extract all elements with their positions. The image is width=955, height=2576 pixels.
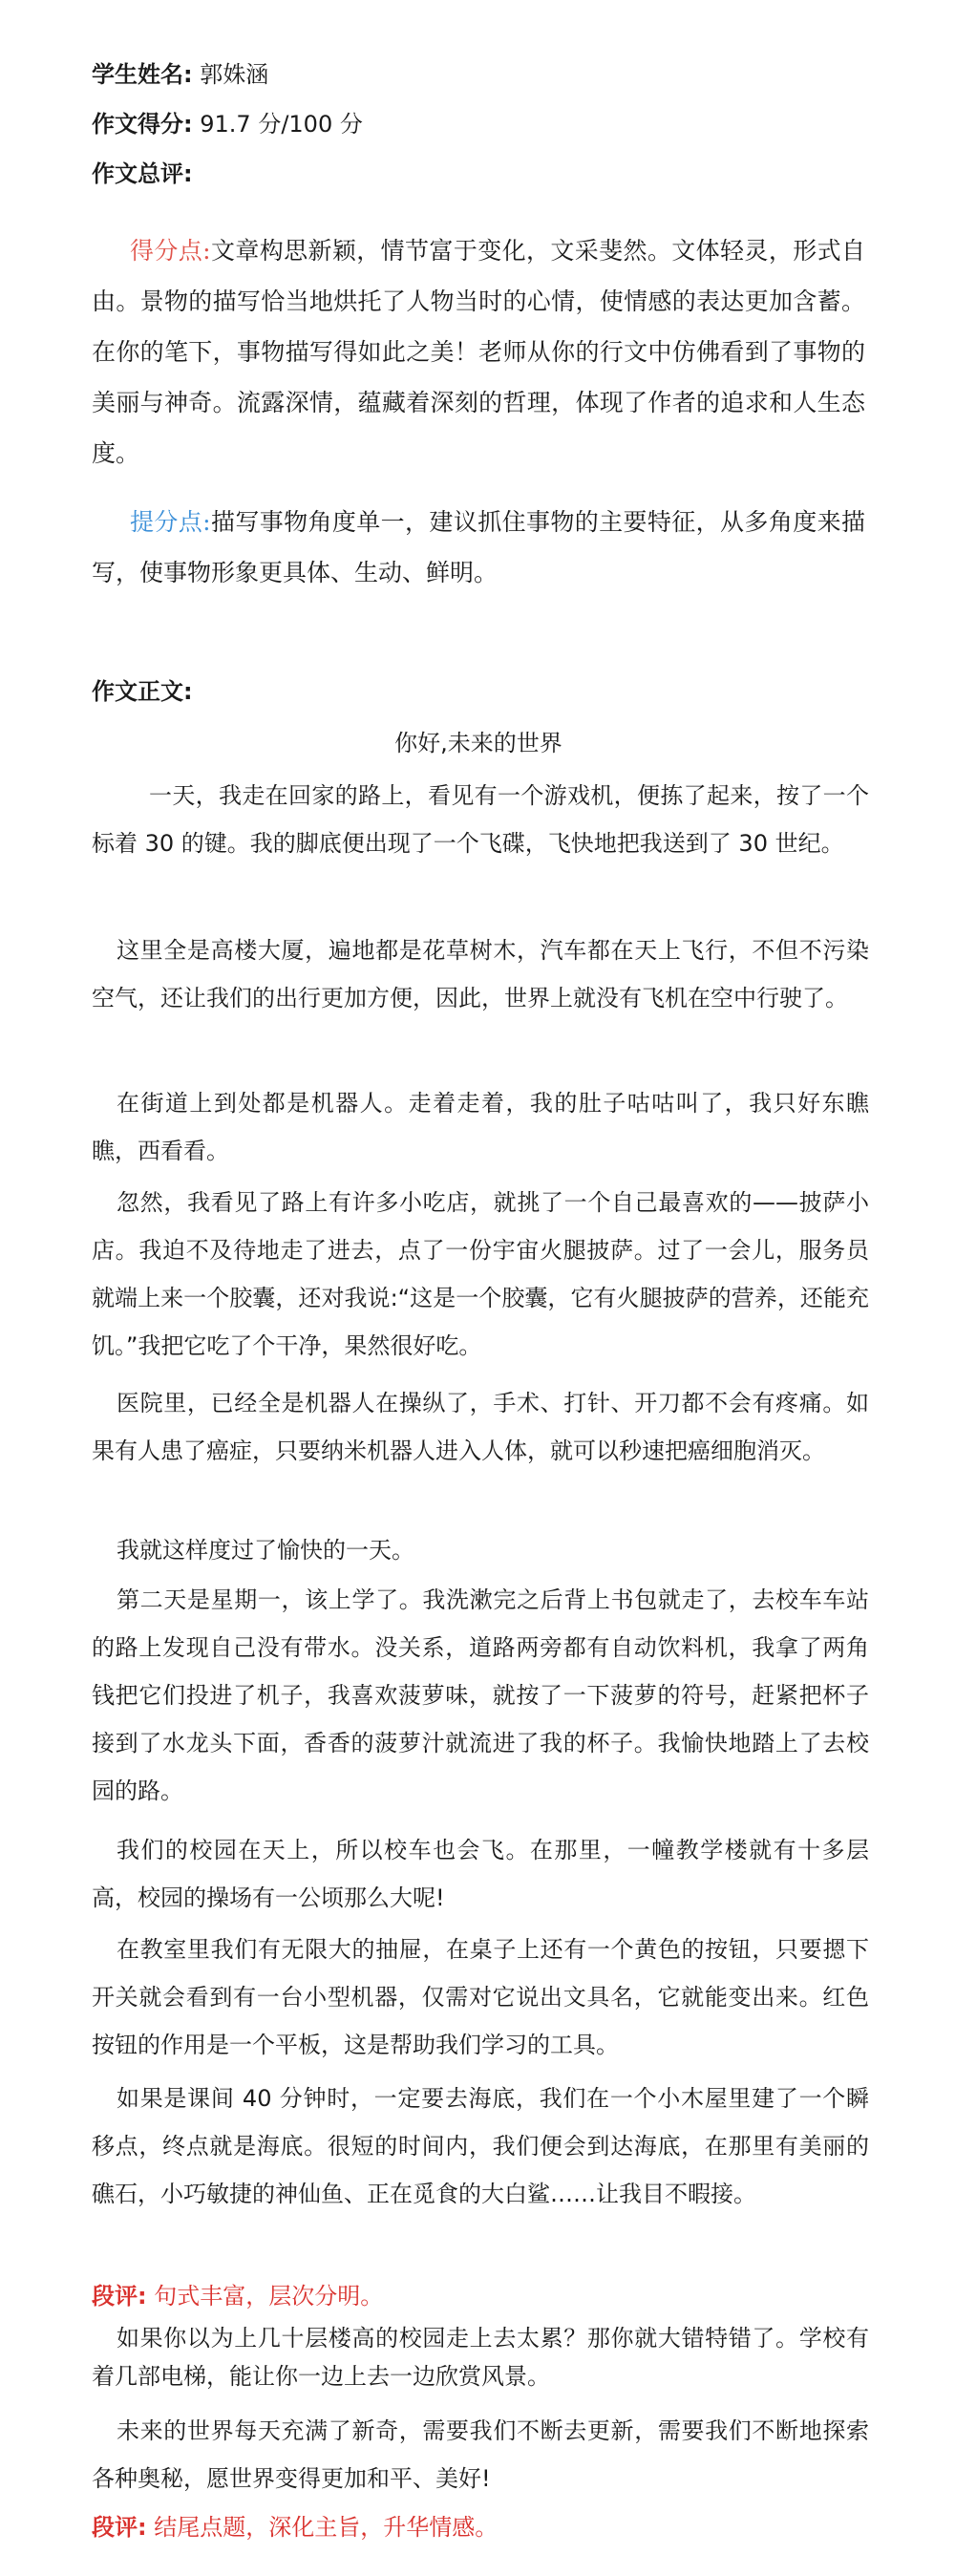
- score-value: 91.7 分/100 分: [200, 111, 363, 138]
- essay-paragraph: 我们的校园在天上，所以校车也会飞。在那里，一幢教学楼就有十多层高，校园的操场有一公顷那么大呢!: [92, 1837, 869, 1911]
- essay-paragraph: 我就这样度过了愉快的一天。: [117, 1537, 414, 1564]
- essay-paragraph: 如果是课间 40 分钟时，一定要去海底，我们在一个小木屋里建了一个瞬移点，终点就是海底。很短的时间内，我们便会到达海底，在那里有美丽的礁石，小巧敏捷的神仙鱼、正在觅食的大白鲨……让我目不暇接。: [92, 2085, 869, 2207]
- strengths-text: 文章构思新颖，情节富于变化，文采斐然。文体轻灵，形式自由。景物的描写恰当地烘托了人物当时的心情，使情感的表达更加含蓄。在你的笔下，事物描写得如此之美！老师从你的行文中仿佛看到了事物的美丽与神奇。流露深情，蕴藏着深刻的哲理，体现了作者的追求和人生态度。: [92, 237, 865, 467]
- score-line: [92, 107, 363, 141]
- essay-paragraph: 如果你以为上几十层楼高的校园走上去太累？那你就大错特错了。学校有着几部电梯，能让你一边上去一边欣赏风景。: [92, 2325, 869, 2390]
- essay-paragraph: 这里全是高楼大厦，遍地都是花草树木，汽车都在天上飞行，不但不污染空气，还让我们的出行更加方便，因此，世界上就没有飞机在空中行驶了。: [92, 937, 869, 1011]
- student-name-label: 学生姓名:: [92, 61, 193, 88]
- paragraph-comment: [92, 2279, 383, 2313]
- essay-paragraph: 一天，我走在回家的路上，看见有一个游戏机，便拣了起来，按了一个标着 30 的键。我的脚底便出现了一个飞碟，飞快地把我送到了 30 世纪。: [92, 782, 869, 857]
- essay-paragraph: 医院里，已经全是机器人在操纵了，手术、打针、开刀都不会有疼痛。如果有人患了癌症，只要纳米机器人进入人体，就可以秒速把癌细胞消灭。: [92, 1390, 869, 1464]
- strengths-paragraph: [92, 225, 865, 479]
- comment-text: 结尾点题，深化主旨，升华情感。: [154, 2514, 499, 2541]
- comment-text: 句式丰富，层次分明。: [154, 2283, 384, 2310]
- strengths-label: 得分点:: [130, 237, 211, 265]
- improvements-text: 描写事物角度单一，建议抓住事物的主要特征，从多角度来描写，使事物形象更具体、生动、鲜明。: [92, 508, 865, 586]
- student-name-value: 郭姝涵: [200, 61, 269, 88]
- summary-label: 作文总评:: [92, 160, 193, 187]
- improvements-label: 提分点:: [130, 508, 211, 536]
- essay-paragraph: 未来的世界每天充满了新奇，需要我们不断去更新，需要我们不断地探索各种奥秘，愿世界变得更加和平、美好!: [92, 2417, 869, 2492]
- improvements-paragraph: [92, 497, 865, 598]
- comment-label: 段评:: [92, 2283, 147, 2310]
- essay-label: 作文正文:: [92, 678, 193, 705]
- essay-paragraph: 在教室里我们有无限大的抽屉，在桌子上还有一个黄色的按钮，只要摁下开关就会看到有一台小型机器，仅需对它说出文具名，它就能变出来。红色按钮的作用是一个平板，这是帮助我们学习的工具。: [92, 1936, 869, 2058]
- comment-label: 段评:: [92, 2514, 147, 2541]
- essay-title: 你好,未来的世界: [394, 730, 562, 756]
- paragraph-comment: [92, 2510, 498, 2544]
- score-label: 作文得分:: [92, 111, 193, 138]
- essay-paragraph: 第二天是星期一，该上学了。我洗漱完之后背上书包就走了，去校车车站的路上发现自己没有带水。没关系，道路两旁都有自动饮料机，我拿了两角钱把它们投进了机子，我喜欢菠萝味，就按了一下菠萝的符号，赶紧把杯子接到了水龙头下面，香香的菠萝汁就流进了我的杯子。我愉快地踏上了去校园的路。: [92, 1586, 869, 1804]
- student-name-line: [92, 57, 268, 92]
- essay-paragraph: 忽然，我看见了路上有许多小吃店，就挑了一个自己最喜欢的——披萨小店。我迫不及待地走了进去，点了一份宇宙火腿披萨。过了一会儿，服务员就端上来一个胶囊，还对我说:“这是一个胶囊，它有火腿披萨的营养，还能充饥。”我把它吃了个干净，果然很好吃。: [92, 1189, 869, 1359]
- essay-paragraph: 在街道上到处都是机器人。走着走着，我的肚子咕咕叫了，我只好东瞧瞧，西看看。: [92, 1090, 869, 1164]
